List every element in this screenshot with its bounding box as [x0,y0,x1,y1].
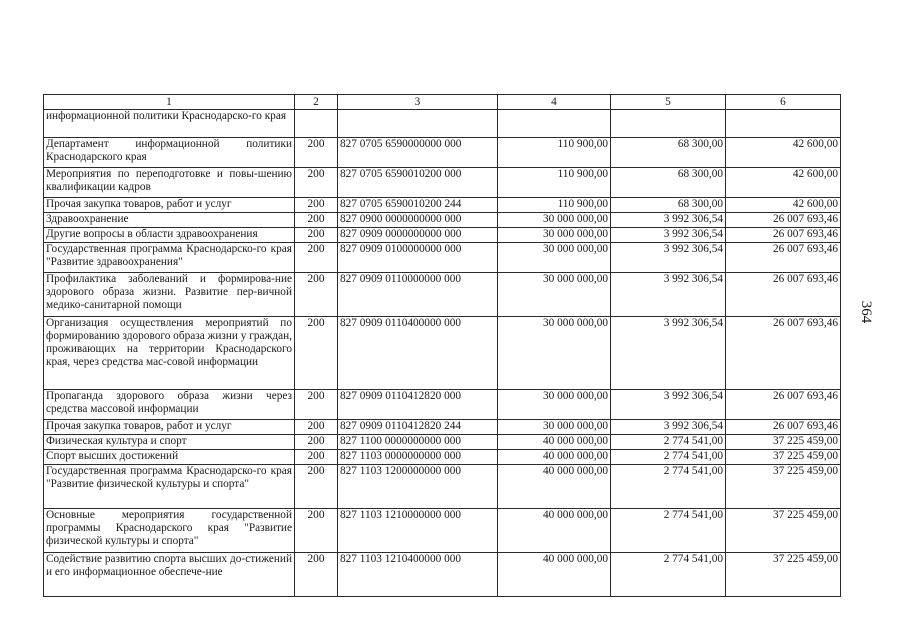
item-name: Основные мероприятия государственной программы Краснодарского края "Развитие физической культуры и спорта" [44,509,295,553]
amount-column-4: 40 000 000,00 [498,450,611,465]
amount-column-6: 26 007 693,46 [726,213,841,228]
amount-column-4: 30 000 000,00 [498,390,611,420]
amount-column-6: 26 007 693,46 [726,317,841,390]
column-header-2: 2 [295,95,338,110]
item-name: Пропаганда здорового образа жизни через средства массовой информации [44,390,295,420]
amount-column-6: 26 007 693,46 [726,228,841,243]
table-row [44,390,841,420]
table-row [44,243,841,273]
amount-column-5: 3 992 306,54 [611,420,726,435]
column-header-4: 4 [498,95,611,110]
amount-column-5: 2 774 541,00 [611,435,726,450]
amount-column-5: 3 992 306,54 [611,228,726,243]
item-name: Прочая закупка товаров, работ и услуг [44,420,295,435]
column-header-6: 6 [726,95,841,110]
item-name: Департамент информационной политики Краснодарского края [44,138,295,168]
amount-column-6: 42 600,00 [726,168,841,198]
budget-code: 827 0705 6590000000 000 [338,138,498,168]
item-name: Здравоохранение [44,213,295,228]
table-row [44,553,841,597]
item-name: Организация осуществления мероприятий по формированию здорового образа жизни у граждан, проживающих на территории Краснодарского края, через средства мас-совой информации [44,317,295,390]
amount-column-5: 68 300,00 [611,138,726,168]
amount-column-5: 2 774 541,00 [611,450,726,465]
amount-column-6: 37 225 459,00 [726,553,841,597]
amount-column-6: 26 007 693,46 [726,243,841,273]
table-row [44,110,841,138]
amount-column-6: 37 225 459,00 [726,465,841,509]
amount-column-5: 68 300,00 [611,198,726,213]
column-header-1: 1 [44,95,295,110]
amount-column-6: 42 600,00 [726,138,841,168]
budget-code: 827 1103 1200000000 000 [338,465,498,509]
item-name: Профилактика заболеваний и формирова-ние здорового образа жизни. Развитие пер-вичной медико-санитарной помощи [44,273,295,317]
amount-column-5: 3 992 306,54 [611,390,726,420]
amount-column-6: 42 600,00 [726,198,841,213]
budget-code: 827 1100 0000000000 000 [338,435,498,450]
budget-code: 827 0900 0000000000 000 [338,213,498,228]
budget-code: 827 1103 0000000000 000 [338,450,498,465]
amount-column-4: 30 000 000,00 [498,228,611,243]
budget-code: 827 0909 0110412820 000 [338,390,498,420]
amount-column-6: 37 225 459,00 [726,450,841,465]
amount-column-6: 37 225 459,00 [726,509,841,553]
amount-column-4: 40 000 000,00 [498,465,611,509]
amount-column-4: 30 000 000,00 [498,317,611,390]
item-name: Содействие развитию спорта высших до-стижений и его информационное обеспече-ние [44,553,295,597]
amount-column-4: 110 900,00 [498,138,611,168]
amount-column-6: 26 007 693,46 [726,420,841,435]
column-2-value: 200 [295,317,338,390]
budget-table [43,94,841,597]
amount-column-5: 3 992 306,54 [611,243,726,273]
budget-code: 827 1103 1210400000 000 [338,553,498,597]
budget-code: 827 0909 0110000000 000 [338,273,498,317]
column-2-value [295,110,338,138]
column-2-value: 200 [295,420,338,435]
budget-code: 827 0705 6590010200 244 [338,198,498,213]
table-row [44,138,841,168]
amount-column-6: 26 007 693,46 [726,273,841,317]
table-row [44,317,841,390]
table-row [44,420,841,435]
item-name: Прочая закупка товаров, работ и услуг [44,198,295,213]
header-row [44,95,841,110]
amount-column-5: 3 992 306,54 [611,317,726,390]
budget-code: 827 0909 0110412820 244 [338,420,498,435]
item-name: Мероприятия по переподготовке и повы-шению квалификации кадров [44,168,295,198]
column-2-value: 200 [295,509,338,553]
amount-column-4: 40 000 000,00 [498,553,611,597]
amount-column-4: 40 000 000,00 [498,435,611,450]
table-row [44,168,841,198]
item-name: информационной политики Краснодарско-го края [44,110,295,138]
amount-column-6: 37 225 459,00 [726,435,841,450]
amount-column-4: 110 900,00 [498,168,611,198]
column-2-value: 200 [295,168,338,198]
amount-column-6 [726,110,841,138]
column-2-value: 200 [295,213,338,228]
column-2-value: 200 [295,138,338,168]
amount-column-6: 26 007 693,46 [726,390,841,420]
amount-column-4: 40 000 000,00 [498,509,611,553]
amount-column-5: 68 300,00 [611,168,726,198]
column-2-value: 200 [295,390,338,420]
item-name: Другие вопросы в области здравоохранения [44,228,295,243]
amount-column-5 [611,110,726,138]
budget-code: 827 0909 0000000000 000 [338,228,498,243]
column-header-5: 5 [611,95,726,110]
column-header-3: 3 [338,95,498,110]
column-2-value: 200 [295,465,338,509]
amount-column-4: 110 900,00 [498,198,611,213]
budget-code: 827 1103 1210000000 000 [338,509,498,553]
amount-column-4: 30 000 000,00 [498,213,611,228]
amount-column-4: 30 000 000,00 [498,420,611,435]
column-2-value: 200 [295,273,338,317]
table-row [44,465,841,509]
table-row [44,435,841,450]
amount-column-4 [498,110,611,138]
amount-column-5: 3 992 306,54 [611,213,726,228]
item-name: Государственная программа Краснодарско-го края "Развитие физической культуры и спорта" [44,465,295,509]
item-name: Государственная программа Краснодарско-го края "Развитие здравоохранения" [44,243,295,273]
table-row [44,273,841,317]
item-name: Спорт высших достижений [44,450,295,465]
amount-column-5: 2 774 541,00 [611,553,726,597]
item-name: Физическая культура и спорт [44,435,295,450]
table-row [44,198,841,213]
budget-table-container [43,94,840,597]
column-2-value: 200 [295,553,338,597]
table-row [44,213,841,228]
amount-column-5: 2 774 541,00 [611,465,726,509]
amount-column-5: 2 774 541,00 [611,509,726,553]
budget-code: 827 0909 0110400000 000 [338,317,498,390]
budget-code: 827 0705 6590010200 000 [338,168,498,198]
column-2-value: 200 [295,228,338,243]
column-2-value: 200 [295,243,338,273]
column-2-value: 200 [295,198,338,213]
amount-column-4: 30 000 000,00 [498,273,611,317]
column-2-value: 200 [295,450,338,465]
column-2-value: 200 [295,435,338,450]
budget-code: 827 0909 0100000000 000 [338,243,498,273]
table-row [44,509,841,553]
budget-code [338,110,498,138]
table-row [44,450,841,465]
amount-column-4: 30 000 000,00 [498,243,611,273]
amount-column-5: 3 992 306,54 [611,273,726,317]
table-row [44,228,841,243]
page-number: 364 [858,300,874,324]
